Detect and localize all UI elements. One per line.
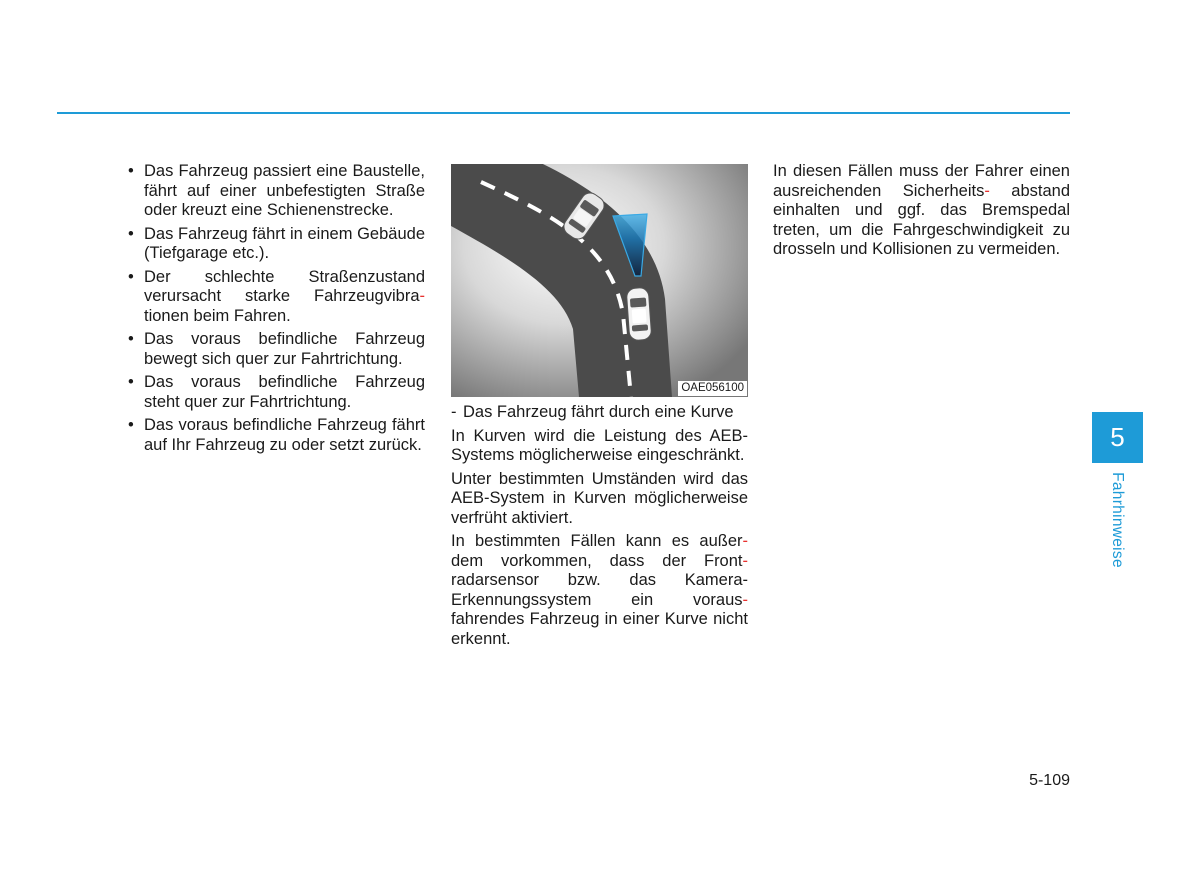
paragraph: In Kurven wird die Leistung des AEB-Systems möglicherweise eingeschränkt. (451, 426, 748, 464)
chapter-number-tab: 5 (1092, 412, 1143, 463)
paragraph: In bestimmten Fällen kann es außer- dem vorkommen, dass der Front- radarsensor bzw. das Kamera- Erkennungssystem ein voraus- fahrendes Fahrzeug in einer Kurve nicht erkennt. (451, 532, 748, 648)
list-item: • Das voraus befindliche Fahrzeug bewegt sich quer zur Fahrtrichtung. (127, 330, 425, 369)
bullet-list (127, 162, 425, 455)
left-column (127, 162, 425, 459)
right-column (773, 162, 1070, 264)
curve-illustration (451, 164, 748, 397)
list-item: • Das Fahrzeug passiert eine Baustelle, fährt auf einer unbefestigten Straße oder kreuzt eine Schienenstrecke. (127, 162, 425, 221)
paragraph: In diesen Fällen muss der Fahrer einen ausreichenden Sicherheits- abstand einhalten und ggf. das Bremspedal treten, um die Fahrgeschwindigkeit zu drosseln und Kollisionen zu vermeiden. (773, 162, 1070, 258)
list-item: • Das Fahrzeug fährt in einem Gebäude (Tiefgarage etc.). (127, 225, 425, 264)
header-rule (57, 112, 1070, 114)
hyphen: - (419, 287, 425, 305)
curve-road-illustration (451, 164, 748, 397)
own-car-icon (626, 287, 652, 340)
middle-column (451, 403, 748, 653)
chapter-title: Fahrhinweise (1109, 472, 1126, 568)
list-item: • Das voraus befindliche Fahrzeug fährt auf Ihr Fahrzeug zu oder setzt zurück. (127, 416, 425, 455)
list-item: • Das voraus befindliche Fahrzeug steht quer zur Fahrtrichtung. (127, 373, 425, 412)
figure-caption: - Das Fahrzeug fährt durch eine Kurve (451, 403, 734, 421)
page-number: 5-109 (1029, 772, 1070, 789)
paragraph: Unter bestimmten Umständen wird das AEB-System in Kurven möglicherweise verfrüht aktiviert. (451, 469, 748, 527)
hyphen: - (984, 181, 990, 200)
list-item: • Der schlechte Straßenzustand verursacht starke Fahrzeugvibra- tionen beim Fahren. (127, 268, 425, 327)
figure-code: OAE056100 (678, 381, 747, 396)
